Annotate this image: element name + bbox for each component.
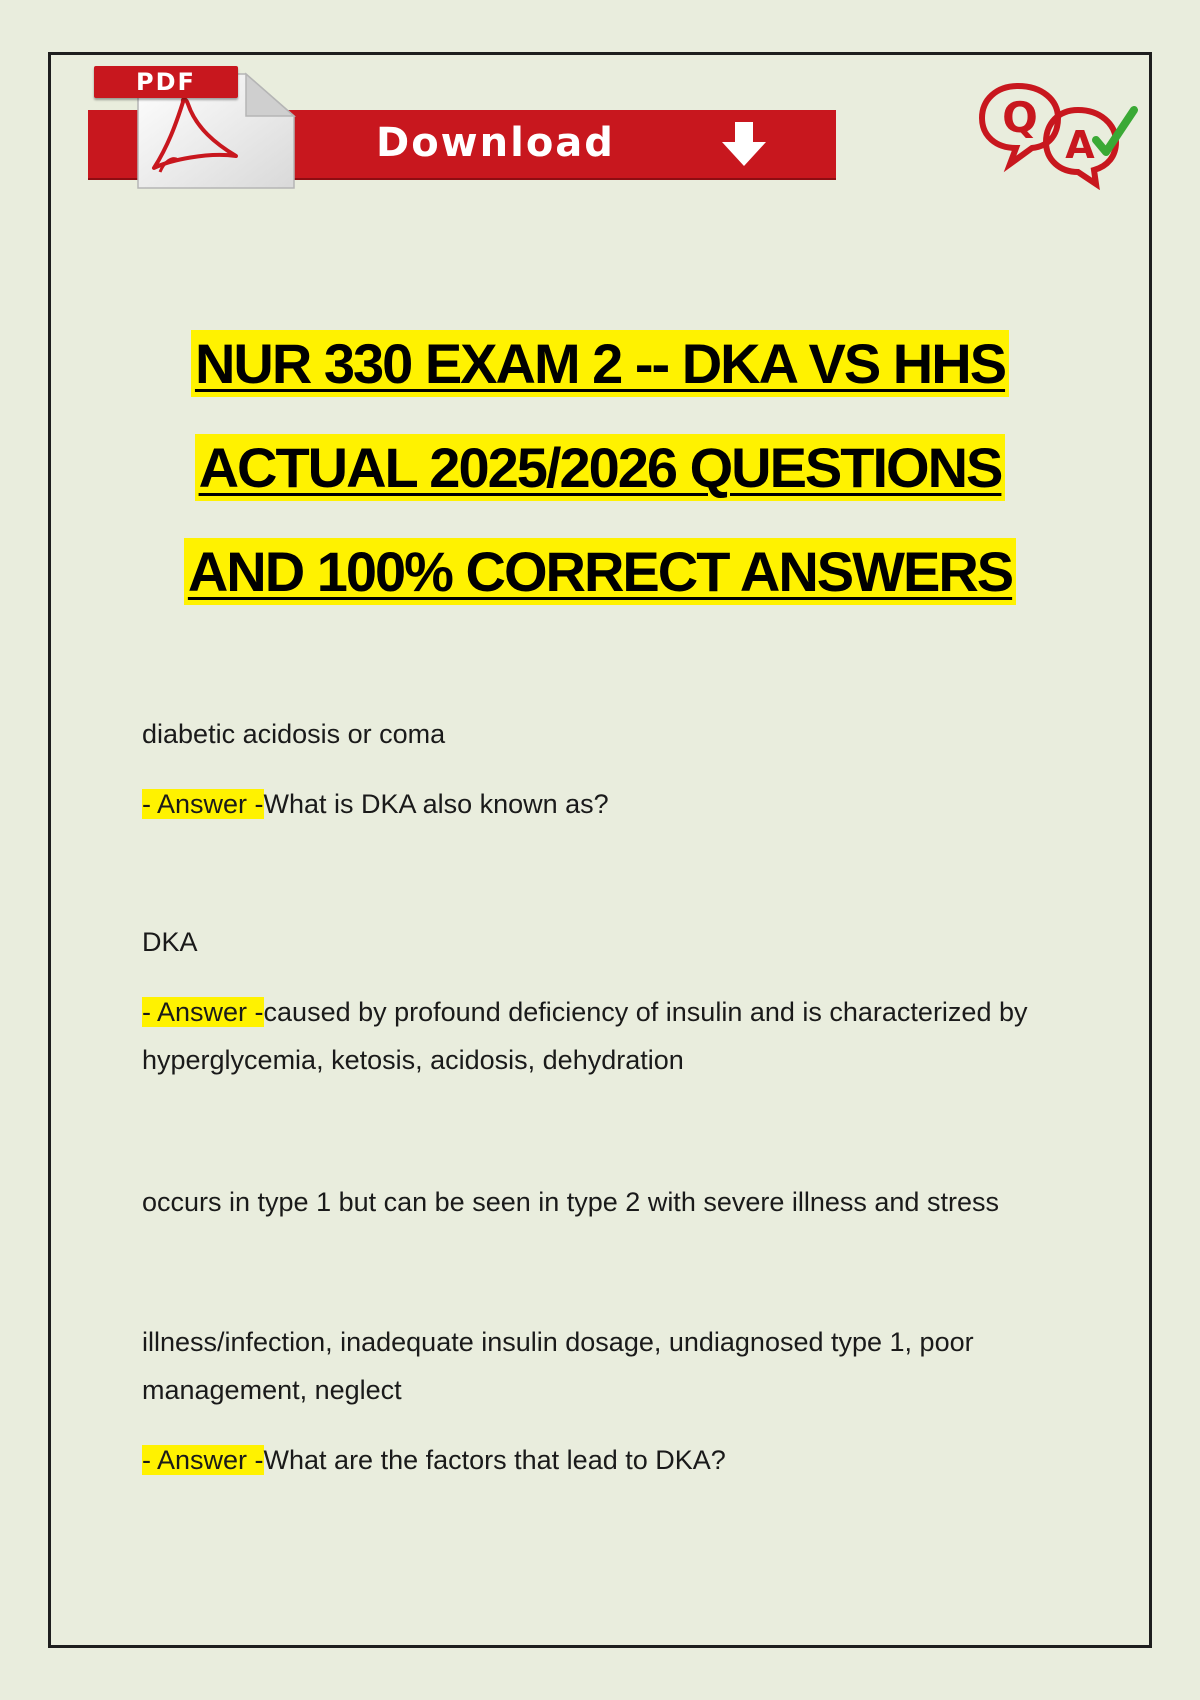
logo-a: A bbox=[1065, 123, 1095, 167]
term-text: illness/infection, inadequate insulin dosage, undiagnosed type 1, poor management, neglect bbox=[142, 1327, 974, 1405]
title-line-1: NUR 330 EXAM 2 -- DKA VS HHS bbox=[191, 330, 1009, 397]
term-text: DKA bbox=[142, 927, 198, 957]
answer-marker: - Answer - bbox=[142, 1445, 264, 1475]
answer-line bbox=[142, 780, 1072, 828]
download-label: Download bbox=[376, 120, 615, 166]
title-line-3: AND 100% CORRECT ANSWERS bbox=[184, 538, 1016, 605]
answer-line bbox=[142, 988, 1072, 1084]
answer-marker: - Answer - bbox=[142, 789, 264, 819]
answer-line bbox=[142, 1436, 1072, 1484]
pdf-tag: PDF bbox=[94, 66, 238, 98]
term-text: occurs in type 1 but can be seen in type 2 with severe illness and stress bbox=[142, 1187, 999, 1217]
qa-logo-icon bbox=[978, 80, 1140, 190]
term-text: diabetic acidosis or coma bbox=[142, 719, 446, 749]
answer-text: What are the factors that lead to DKA? bbox=[263, 1445, 726, 1475]
logo-q: Q bbox=[1002, 93, 1038, 142]
qa-item bbox=[142, 918, 1072, 1084]
download-arrow-icon bbox=[716, 116, 772, 172]
title-line-2: ACTUAL 2025/2026 QUESTIONS bbox=[195, 434, 1006, 501]
document-title bbox=[120, 312, 1080, 624]
answer-marker: - Answer - bbox=[142, 997, 264, 1027]
download-button[interactable] bbox=[88, 64, 836, 190]
pdf-file-icon bbox=[88, 64, 298, 190]
qa-item bbox=[142, 710, 1072, 828]
qa-item bbox=[142, 1318, 1072, 1484]
qa-item bbox=[142, 1178, 1072, 1226]
answer-text: caused by profound deficiency of insulin and is characterized by hyperglycemia, ketosis, acidosis, dehydration bbox=[142, 997, 1028, 1075]
answer-text: What is DKA also known as? bbox=[263, 789, 609, 819]
